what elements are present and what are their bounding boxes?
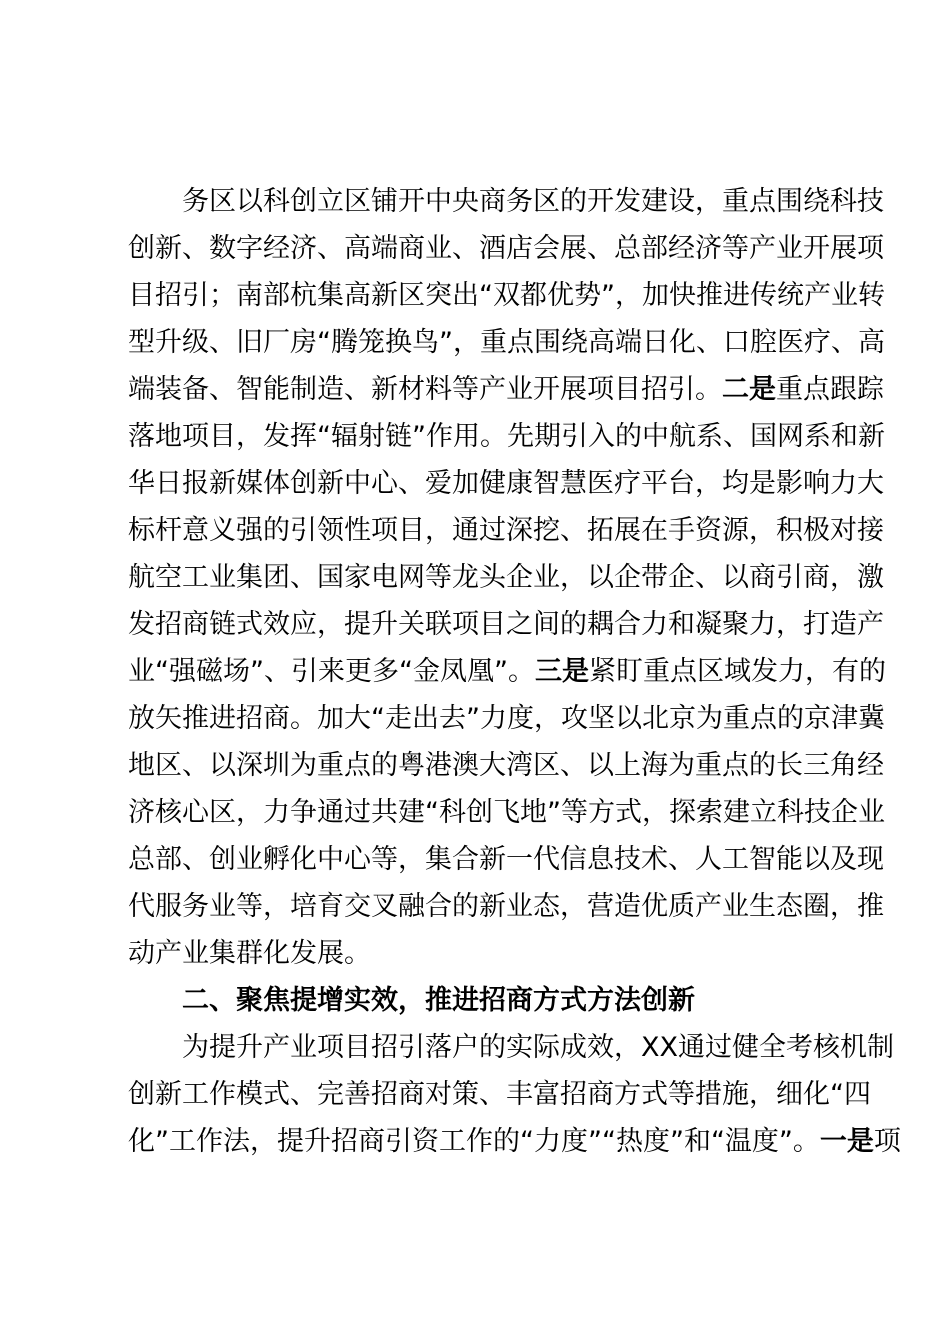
text-run: 华日报新媒体创新中心、爱加健康智慧医疗平台，均是影响力大 <box>128 468 884 499</box>
section-heading <box>128 977 856 1024</box>
paragraph-line <box>128 1118 901 1165</box>
text-run: 型升级、旧厂房“腾笼换鸟”，重点围绕高端日化、口腔医疗、高 <box>128 327 885 358</box>
bold-text-run: 一是 <box>819 1126 874 1157</box>
text-run: 动产业集群化发展。 <box>128 938 371 969</box>
text-run: 目招引；南部杭集高新区突出“双都优势”，加快推进传统产业转 <box>128 280 885 311</box>
text-run: 创新、数字经济、高端商业、酒店会展、总部经济等产业开展项 <box>128 233 884 264</box>
heading-text: 二、聚焦提增实效，推进招商方式方法创新 <box>182 985 695 1016</box>
text-run: 项 <box>873 1126 901 1157</box>
paragraph-line <box>128 319 885 366</box>
paragraph-line <box>128 648 886 695</box>
text-run: 重点跟踪 <box>776 374 884 405</box>
paragraph-line <box>128 789 885 836</box>
text-run: 济核心区，力争通过共建“科创飞地”等方式，探索建立科技企业 <box>128 797 885 828</box>
paragraph-line <box>128 225 884 272</box>
text-run: 紧盯重点区域发力，有的 <box>588 656 886 687</box>
text-run: 发招商链式效应，提升关联项目之间的耦合力和凝聚力，打造产 <box>128 609 884 640</box>
bold-text-run: 二是 <box>722 374 776 405</box>
text-run: 创新工作模式、完善招商对策、丰富招商方式等措施，细化“四 <box>128 1079 871 1110</box>
text-run: 务区以科创立区铺开中央商务区的开发建设，重点围绕科技 <box>182 186 884 217</box>
text-run: 代服务业等，培育交叉融合的新业态，营造优质产业生态圈，推 <box>128 891 884 922</box>
paragraph-line <box>128 413 885 460</box>
paragraph-line <box>128 272 885 319</box>
paragraph-line <box>128 695 885 742</box>
paragraph-line <box>128 883 884 930</box>
paragraph-line <box>128 930 856 977</box>
text-run: 为提升产业项目招引落户的实际成效，XX通过健全考核机制 <box>182 1032 894 1063</box>
body-text <box>128 178 901 1165</box>
paragraph-line <box>128 1024 894 1071</box>
text-run: 地区、以深圳为重点的粤港澳大湾区、以上海为重点的长三角经 <box>128 750 884 781</box>
paragraph-line <box>128 460 884 507</box>
text-run: 端装备、智能制造、新材料等产业开展项目招引。 <box>128 374 722 405</box>
paragraph-line <box>128 554 884 601</box>
text-run: 航空工业集团、国家电网等龙头企业，以企带企、以商引商，激 <box>128 562 884 593</box>
text-run: 落地项目，发挥“辐射链”作用。先期引入的中航系、国网系和新 <box>128 421 885 452</box>
text-run: 总部、创业孵化中心等，集合新一代信息技术、人工智能以及现 <box>128 844 884 875</box>
text-run: 标杆意义强的引领性项目，通过深挖、拓展在手资源，积极对接 <box>128 515 884 546</box>
paragraph-line <box>128 742 884 789</box>
bold-text-run: 三是 <box>534 656 589 687</box>
text-run: 放矢推进招商。加大“走出去”力度，攻坚以北京为重点的京津冀 <box>128 703 885 734</box>
paragraph-line <box>128 178 884 225</box>
paragraph-line <box>128 601 884 648</box>
paragraph-line <box>128 836 884 883</box>
text-run: 业“强磁场”、引来更多“金凤凰”。 <box>128 656 535 687</box>
paragraph-line <box>128 507 884 554</box>
text-run: 化”工作法，提升招商引资工作的“力度”“热度”和“温度”。 <box>128 1126 820 1157</box>
paragraph-line <box>128 1071 871 1118</box>
paragraph-line <box>128 366 884 413</box>
